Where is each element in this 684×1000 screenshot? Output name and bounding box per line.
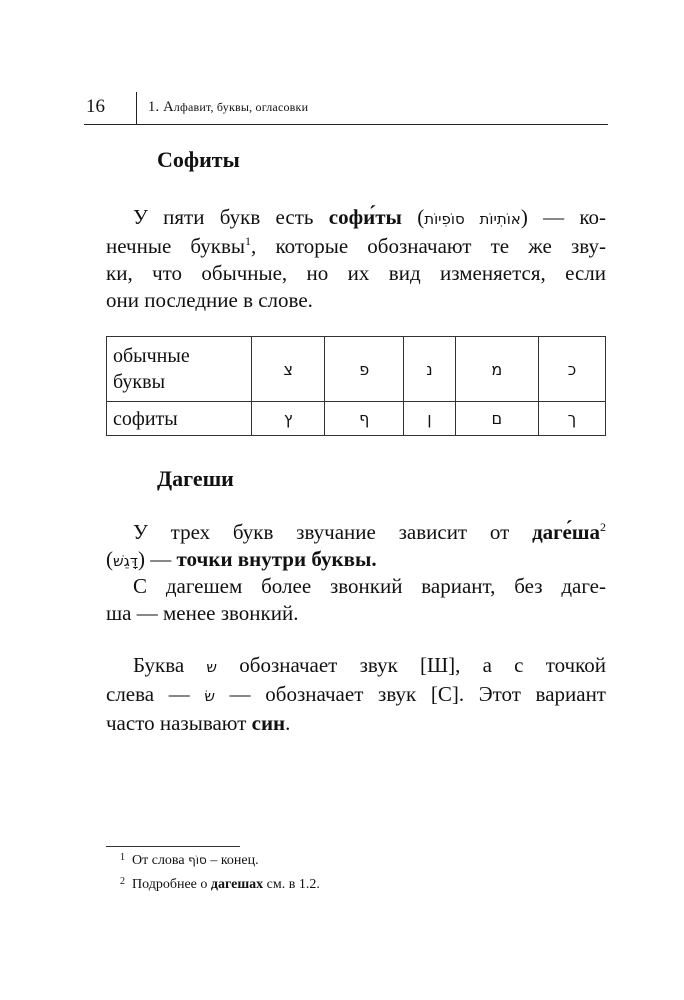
footnote-ref-2: 2 [600,520,606,534]
shin-line-3: часто называют син. [106,711,291,735]
running-title: 1. Алфавит, буквы, огласовки [148,99,309,115]
footnote-ref-1: 1 [245,234,252,248]
hebrew-otiyot-sofiyot: אוֹתִיוֹת סוֹפִיוֹת [424,210,521,228]
section-title-sofits: Софиты [157,147,240,172]
dagesh-paragraph [106,519,606,575]
table-cell: ן [404,402,456,436]
hebrew-dagesh: דָּגֵשׁ [113,552,138,570]
table-cell: צ [252,337,325,402]
dagesh-line-2: (דָּגֵשׁ) — точки внутри буквы. [106,547,377,571]
section-title-dageshi: Дагеши [157,466,234,491]
table-cell: ך [538,402,605,436]
dagesh-line-1: У трех букв звучание зависит от $даге́ша^2$ [133,520,606,544]
hebrew-shin: ש [206,658,218,676]
table-label-regular: обычные буквы [107,337,252,402]
table-cell: מ [455,337,538,402]
footnote-divider [106,846,240,847]
table-cell: פ [325,337,404,402]
sofits-line-1: У пяти букв есть софи́ты (אוֹתִיוֹת סוֹפִיוֹת) — ко- [133,205,607,229]
hebrew-sof: סוֹף [188,853,207,867]
table-row-regular [107,337,606,402]
table-cell: כ [538,337,605,402]
letters-table [106,336,606,436]
sofits-line-2: нечные буквы$^1$, которые обозначают те же зву- [106,234,606,258]
sofits-line-4: они последние в слове. [106,288,313,312]
variants-line-1: С дагешем более звонкий вариант, без даге- [133,574,606,598]
table-row-sofits [107,402,606,436]
table-cell: נ [404,337,456,402]
table-cell: ם [455,402,538,436]
dagesh-variants-paragraph [106,573,606,627]
page-number: 16 [86,96,105,117]
shin-sin-paragraph [106,652,606,737]
header-divider [136,92,137,124]
footnote-2: 2 Подробнее о дагешах см. в 1.2. [120,876,320,892]
shin-line-2: слева — שׂ — обозначает звук [С]. Этот вариант [106,682,606,706]
running-header [84,92,608,125]
sofits-line-3: ки, что обычные, но их вид изменяется, если [106,261,606,285]
table-cell: ץ [252,402,325,436]
table-label-sofits: софиты [107,402,252,436]
table-cell: ף [325,402,404,436]
shin-line-1: Буква ש обозначает звук [Ш], а с точкой [133,653,606,677]
footnote-1: 1 От слова סוֹף – конец. [120,852,259,868]
sofits-paragraph [106,204,606,314]
variants-line-2: ша — менее звонкий. [106,601,299,625]
hebrew-sin: שׂ [204,687,216,705]
